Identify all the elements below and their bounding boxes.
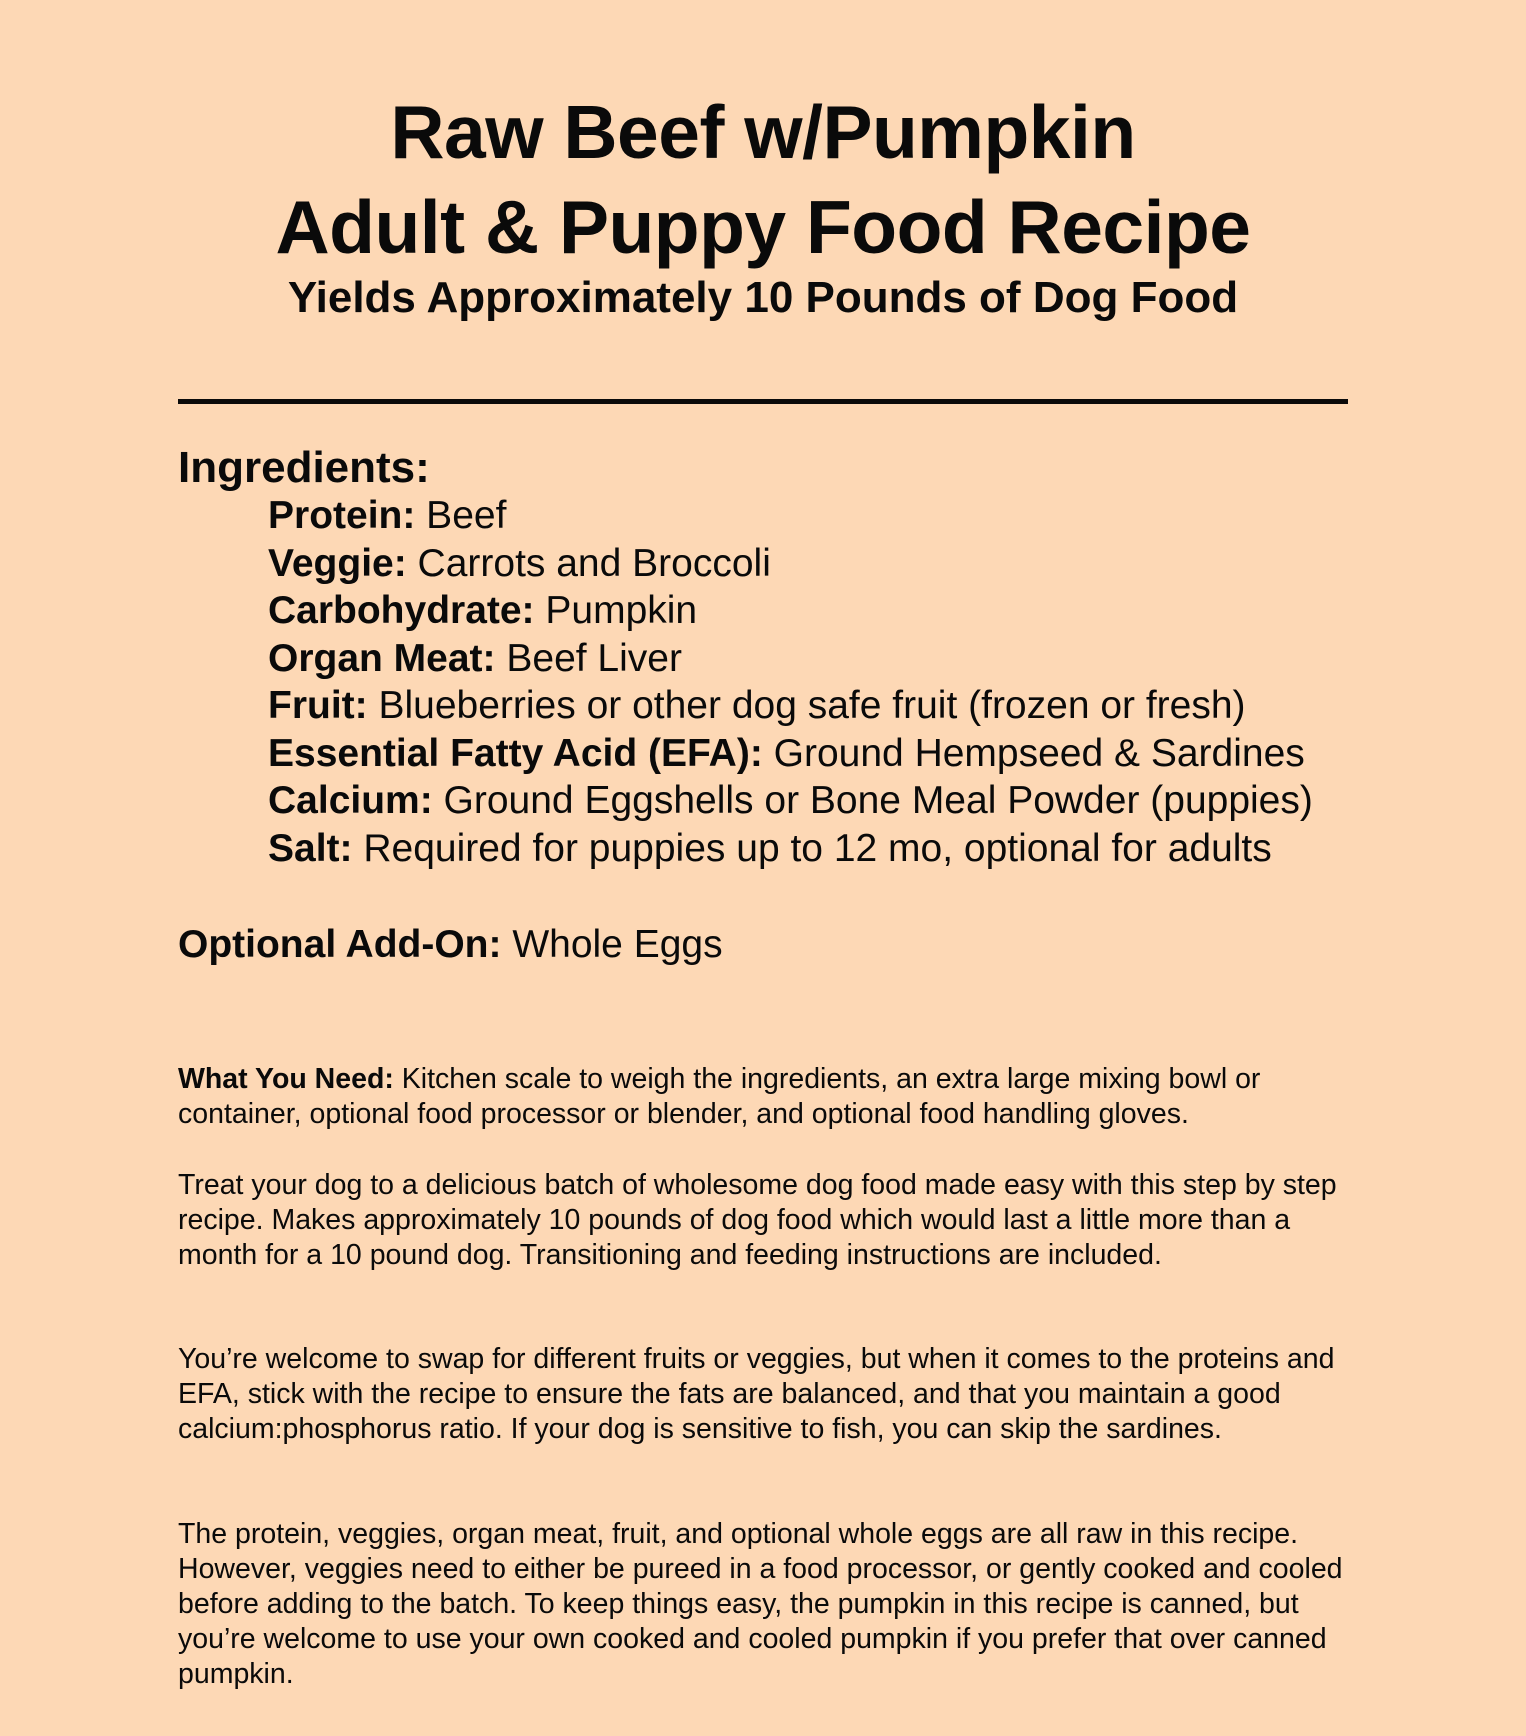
what-you-need-text: Kitchen scale to weigh the ingredients, an extra large mixing bowl or container, optional food processor or blender, and optional food handling gloves.: [178, 1063, 1261, 1130]
addon-label: Optional Add-On:: [178, 923, 502, 966]
ingredient-value: Ground Eggshells or Bone Meal Powder (puppies): [432, 779, 1313, 822]
ingredient-item: [268, 825, 1313, 873]
ingredient-value: Beef Liver: [495, 636, 682, 680]
ingredient-item: [268, 492, 1313, 540]
ingredient-item: [268, 730, 1313, 778]
title-line-2: Adult & Puppy Food Recipe: [275, 185, 1251, 269]
ingredient-label: Calcium:: [268, 779, 433, 822]
ingredient-item: [268, 635, 1313, 683]
ingredient-value: Carrots and Broccoli: [406, 541, 771, 585]
ingredient-value: Ground Hempseed & Sardines: [762, 731, 1305, 775]
ingredients-heading: Ingredients:: [178, 443, 430, 492]
divider: [178, 399, 1348, 404]
ingredient-label: Protein:: [268, 494, 416, 537]
ingredient-list: [268, 492, 1313, 872]
ingredient-item: [268, 540, 1313, 588]
ingredient-value: Beef: [415, 494, 507, 537]
ingredient-label: Salt:: [268, 826, 353, 870]
ingredient-item: [268, 682, 1313, 730]
ingredient-label: Organ Meat:: [268, 636, 496, 680]
optional-addon: [178, 918, 723, 972]
ingredient-value: Pumpkin: [534, 589, 698, 632]
ingredient-value: Blueberries or other dog safe fruit (frozen or fresh): [367, 684, 1246, 727]
title-line-1: Raw Beef w/Pumpkin: [390, 90, 1136, 174]
intro-paragraph: Treat your dog to a delicious batch of wholesome dog food made easy with this step by step recipe. Makes approximately 10 pounds of dog food which would last a little more than a month for a 10 pound dog. Transitioning and feeding instructions are included.: [178, 1169, 1337, 1271]
ingredient-label: Fruit:: [268, 684, 368, 727]
raw-paragraph: The protein, veggies, organ meat, fruit, and optional whole eggs are all raw in this recipe. However, veggies need to either be pureed in a food processor, or gently cooked and cooled before adding to the batch. To keep things easy, the pumpkin in this recipe is canned, but you’re welcome to use your own cooked and cooled pumpkin if you prefer that over canned pumpkin.: [178, 1518, 1343, 1690]
what-you-need-label: What You Need:: [178, 1063, 394, 1095]
ingredient-label: Carbohydrate:: [268, 589, 535, 632]
addon-value: Whole Eggs: [501, 923, 723, 966]
ingredient-item: [268, 777, 1313, 825]
swap-paragraph: You’re welcome to swap for different fruits or veggies, but when it comes to the proteins and EFA, stick with the recipe to ensure the fats are balanced, and that you maintain a good calcium:phosphorus ratio. If your dog is sensitive to fish, you can skip the sardines.: [178, 1343, 1335, 1445]
ingredient-item: [268, 587, 1313, 635]
subtitle: Yields Approximately 10 Pounds of Dog Food: [287, 273, 1239, 322]
what-you-need-paragraph: [178, 1062, 1358, 1132]
ingredient-label: Veggie:: [268, 541, 407, 585]
ingredient-label: Essential Fatty Acid (EFA):: [268, 731, 763, 775]
ingredient-value: Required for puppies up to 12 mo, optional for adults: [352, 826, 1272, 870]
